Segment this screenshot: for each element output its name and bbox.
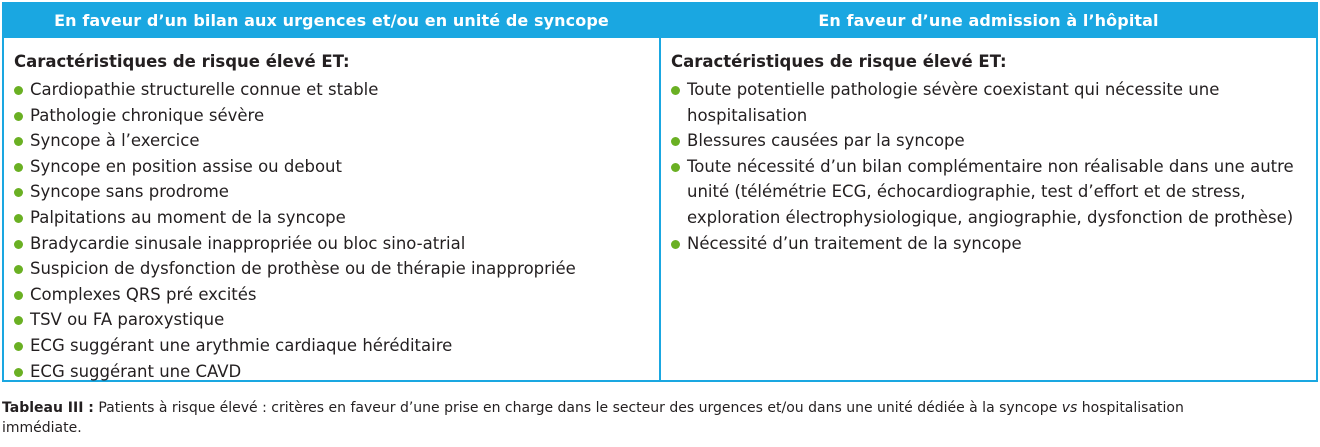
bullet-icon — [14, 112, 23, 121]
bullet-icon — [671, 240, 680, 249]
column-header-hospital: En faveur d’une admission à l’hôpital — [661, 4, 1316, 38]
bullet-icon — [14, 163, 23, 172]
list-item-text: Suspicion de dysfonction de prothèse ou de thérapie inappropriée — [30, 259, 576, 279]
list-item-text: Syncope sans prodrome — [30, 182, 229, 202]
bullet-icon — [14, 137, 23, 146]
bullet-icon — [14, 316, 23, 325]
list-item — [14, 128, 659, 154]
bullet-icon — [671, 137, 680, 146]
caption-text-end: hospitalisation — [1077, 400, 1184, 416]
bullet-icon — [14, 368, 23, 377]
caption-line-2: immédiate. — [2, 420, 82, 436]
column-emergency-syncope-unit — [4, 4, 661, 380]
list-item-text: Nécessité d’un traitement de la syncope — [687, 233, 1022, 253]
list-item-text: Toute nécessité d’un bilan complémentaire non réalisable dans une autre unité (télémétrie ECG, échocardiographie, test d’effort et de stress, exploration électrophysiologique, angiographie, dysfonction de prothèse) — [687, 156, 1294, 227]
list-item-text: Pathologie chronique sévère — [30, 105, 265, 125]
bullet-icon — [14, 214, 23, 223]
list-item — [671, 77, 1316, 128]
list-item — [14, 205, 659, 231]
list-item — [14, 282, 659, 308]
list-item — [14, 154, 659, 180]
list-item-text: ECG suggérant une CAVD — [30, 361, 242, 381]
caption-italic: vs — [1061, 400, 1078, 416]
list-item — [14, 77, 659, 103]
list-item — [14, 359, 659, 385]
column-hospital-admission — [661, 4, 1316, 380]
bullet-icon — [14, 240, 23, 249]
list-item-text: Complexes QRS pré excités — [30, 284, 257, 304]
criteria-list-hospital — [671, 77, 1316, 256]
list-item — [14, 231, 659, 257]
list-item — [14, 179, 659, 205]
table-caption — [2, 398, 1318, 438]
list-item-text: Syncope en position assise ou debout — [30, 156, 342, 176]
list-item — [14, 307, 659, 333]
list-item-text: Toute potentielle pathologie sévère coexistant qui nécessite une hospitalisation — [687, 80, 1220, 125]
bullet-icon — [14, 265, 23, 274]
list-item — [671, 231, 1316, 257]
list-item — [14, 103, 659, 129]
list-item-text: Cardiopathie structurelle connue et stable — [30, 80, 379, 99]
column-header-emergency: En faveur d’un bilan aux urgences et/ou en unité de syncope — [4, 4, 659, 38]
bullet-icon — [14, 342, 23, 351]
list-item-text: Palpitations au moment de la syncope — [30, 207, 346, 227]
bullet-icon — [14, 291, 23, 300]
bullet-icon — [14, 188, 23, 197]
criteria-table — [2, 2, 1318, 382]
list-item — [671, 154, 1316, 231]
bullet-icon — [671, 163, 680, 172]
list-item-text: TSV ou FA paroxystique — [30, 310, 225, 330]
column-subtitle-emergency: Caractéristiques de risque élevé ET: — [14, 52, 350, 71]
column-body-emergency — [4, 38, 659, 384]
caption-line-1 — [2, 398, 1318, 418]
criteria-list-emergency — [14, 77, 659, 384]
column-subtitle-hospital: Caractéristiques de risque élevé ET: — [671, 52, 1007, 71]
list-item — [671, 128, 1316, 154]
caption-text: Patients à risque élevé : critères en faveur d’une prise en charge dans le secteur des urgences et/ou dans une unité dédiée à la syncope — [93, 400, 1062, 416]
list-item-text: Bradycardie sinusale inappropriée ou bloc sino-atrial — [30, 233, 466, 253]
list-item-text: Blessures causées par la syncope — [687, 131, 965, 151]
list-item — [14, 333, 659, 359]
list-item — [14, 256, 659, 282]
bullet-icon — [14, 86, 23, 95]
list-item-text: ECG suggérant une arythmie cardiaque héréditaire — [30, 335, 453, 355]
caption-label: Tableau III : — [2, 400, 94, 416]
column-body-hospital — [661, 38, 1316, 256]
bullet-icon — [671, 86, 680, 95]
list-item-text: Syncope à l’exercice — [30, 131, 200, 151]
